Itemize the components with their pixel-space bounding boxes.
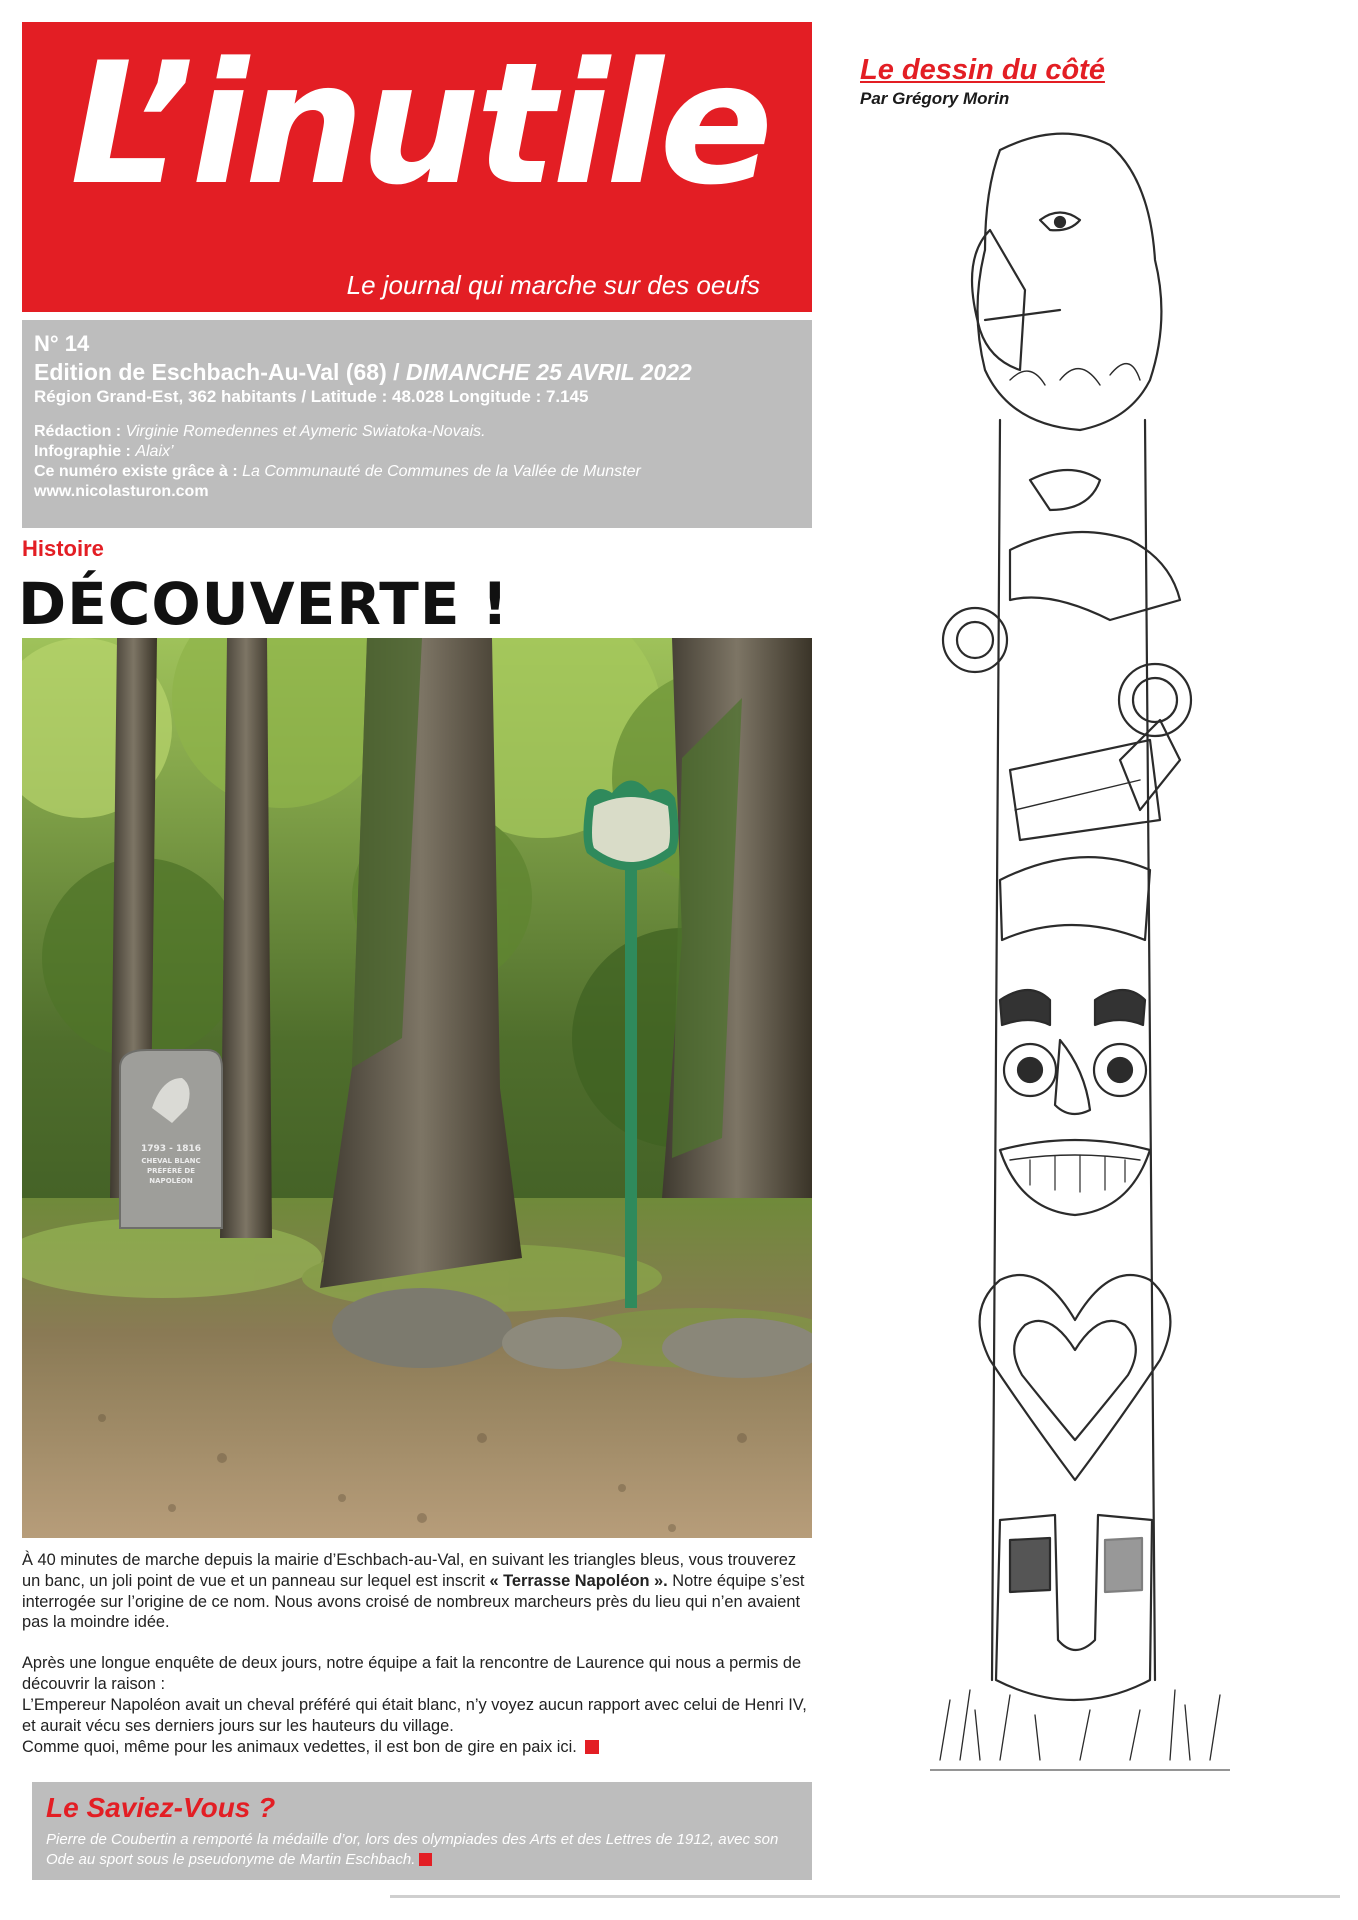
website-link[interactable]: www.nicolasturon.com	[34, 482, 209, 500]
region-line: Région Grand-Est, 362 habitants / Latitude : 48.028 Longitude : 7.145	[34, 387, 589, 407]
forest-photo-illustration	[22, 638, 812, 1538]
end-mark-icon	[585, 1740, 599, 1754]
bottom-rule	[390, 1895, 1340, 1898]
redaction-line	[34, 422, 800, 442]
article-paragraph-1	[22, 1550, 812, 1633]
redaction-label: Rédaction :	[34, 422, 126, 440]
edition-name: Edition de Eschbach-Au-Val (68) /	[34, 358, 406, 385]
infographie-line	[34, 442, 800, 462]
p2-line-2: L’Empereur Napoléon avait un cheval préféré qui était blanc, n’y voyez aucun rapport avec celui de Henri IV, et aurait vécu ses derniers jours sur les hauteurs du village.	[22, 1695, 807, 1735]
p2-line-1: Après une longue enquête de deux jours, notre équipe a fait la rencontre de Laurence qui nous a permis de découvrir la raison :	[22, 1654, 802, 1694]
p2-line-3: Comme quoi, même pour les animaux vedettes, il est bon de gire en paix ici.	[22, 1737, 577, 1756]
stone-line-4: NAPOLÉON	[149, 1177, 193, 1185]
tagline: Le journal qui marche sur des oeufs	[346, 270, 760, 300]
stone-line-3: PRÉFÉRÉ DE	[146, 1167, 196, 1175]
masthead	[22, 22, 812, 312]
saviez-vous-title: Le Saviez-Vous ?	[46, 1792, 276, 1823]
article-photo	[22, 638, 812, 1538]
sponsor-line	[34, 462, 800, 482]
dessin-title: Le dessin du côté	[860, 54, 1105, 86]
article-paragraph-2	[22, 1653, 812, 1757]
sponsor-label: Ce numéro existe grâce à :	[34, 462, 243, 480]
saviez-vous-body: Pierre de Coubertin a remporté la médaille d’or, lors des olympiades des Arts et des Lettres de 1912, avec son Ode au sport sous le pseudonyme de Martin Eschbach.	[46, 1831, 779, 1869]
edition-line	[34, 358, 800, 387]
edition-date: DIMANCHE 25 AVRIL 2022	[405, 358, 692, 385]
redaction-value: Virginie Romedennes et Aymeric Swiatoka-Novais.	[125, 422, 486, 440]
terrasse-napoleon-name: « Terrasse Napoléon ».	[489, 1571, 668, 1590]
article-body	[22, 1550, 812, 1777]
end-mark-icon	[419, 1853, 432, 1866]
stone-line-1: 1793 - 1816	[140, 1144, 202, 1154]
edition-info-box	[22, 320, 812, 528]
article-headline: DÉCOUVERTE !	[18, 570, 510, 638]
p1-end: Notre équipe s’est interrogée sur l’origine de ce nom. Nous avons croisé de nombreux marcheurs près du lieu qui n’en avaient pas la moindre idée.	[22, 1571, 805, 1632]
newspaper-logo: L’inutile	[70, 26, 770, 222]
totem-pole-drawing	[930, 120, 1230, 1780]
sponsor-value: La Communauté de Communes de la Vallée de Munster	[242, 462, 641, 480]
section-label: Histoire	[22, 536, 104, 561]
p1-start: À 40 minutes de marche depuis la mairie d’Eschbach-au-Val, en suivant les triangles bleus, vous trouverez un banc, un joli point de vue et un panneau sur lequel est inscrit	[22, 1551, 797, 1590]
dessin-byline: Par Grégory Morin	[860, 89, 1010, 108]
website-line[interactable]	[34, 482, 800, 502]
issue-number: N° 14	[34, 331, 90, 356]
infographie-label: Infographie :	[34, 442, 136, 460]
saviez-vous-box	[32, 1782, 812, 1880]
saviez-vous-text	[46, 1830, 798, 1871]
stone-line-2: CHEVAL BLANC	[141, 1157, 201, 1165]
infographie-value: Alaix’	[135, 442, 174, 460]
